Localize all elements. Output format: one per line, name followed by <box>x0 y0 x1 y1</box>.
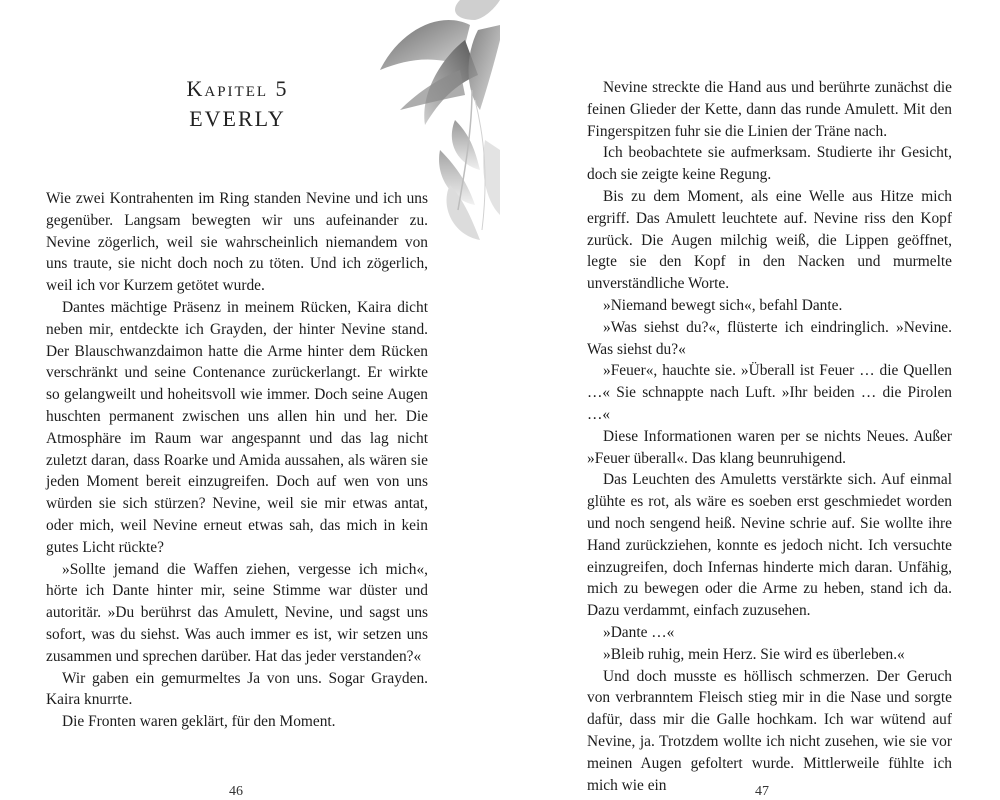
chapter-title: EVERLY <box>189 106 286 131</box>
page-number: 46 <box>229 784 243 799</box>
paragraph: Das Leuchten des Amuletts verstärkte sich. Auf einmal glühte es rot, als wäre es soeben erst geschmiedet worden und noch sengend heiß. Nevine schrie auf. Sie wollte ihre Hand zurückziehen, konnte es jedoch nicht. Ich versuchte einzugreifen, doch Infernas hinderte mich daran. Unfähig, mich zu bewegen oder die Arme zu heben, stand ich da. Dazu verdammt, einfach zuzusehen. <box>587 471 952 620</box>
paragraph: »Niemand bewegt sich«, befahl Dante. <box>603 296 843 314</box>
paragraph: Nevine streckte die Hand aus und berührte zunächst die feinen Glieder der Kette, dann das runde Amulett. Mit den Fingerspitzen fuhr sie die Linien der Träne nach. <box>587 79 952 140</box>
paragraph: »Bleib ruhig, mein Herz. Sie wird es überleben.« <box>603 645 905 663</box>
paragraph: »Dante …« <box>603 623 675 641</box>
right-page <box>500 0 1000 800</box>
paragraph: Die Fronten waren geklärt, für den Moment. <box>62 713 336 731</box>
left-page-body <box>46 188 428 733</box>
paragraph: »Sollte jemand die Waffen ziehen, vergesse ich mich«, hörte ich Dante hinter mir, seine Stimme war düster und autoritär. »Du berührst das Amulett, Nevine, und sagst uns sofort, was du siehst. Was auch immer es ist, wir setzen uns zusammen und sprechen darüber. Hat das jeder verstanden?« <box>46 560 428 665</box>
paragraph: »Feuer«, hauchte sie. »Überall ist Feuer … die Quellen …« Sie schnappte nach Luft. »Ihr beiden … die Pirolen …« <box>587 362 952 423</box>
paragraph: Ich beobachtete sie aufmerksam. Studierte ihr Gesicht, doch sie zeigte keine Regung. <box>587 144 952 184</box>
paragraph: Bis zu dem Moment, als eine Welle aus Hitze mich ergriff. Das Amulett leuchtete auf. Nevine riss den Kopf zurück. Die Augen milchig weiß, die Lippen geöffnet, legte sie den Kopf in den Nacken und murmelte unverständliche Worte. <box>587 187 952 293</box>
page-number: 47 <box>755 784 769 799</box>
right-page-body <box>587 77 952 796</box>
paragraph: Wie zwei Kontrahenten im Ring standen Nevine und ich uns gegenüber. Langsam bewegten wir uns aufeinander zu. Nevine zögerlich, weil sie wahrscheinlich niemandem von uns traute, sie nicht doch noch zu töten. Und ich zögerlich, weil ich vor Kurzem getötet wurde. <box>46 190 428 295</box>
paragraph: Und doch musste es höllisch schmerzen. Der Geruch von verbranntem Fleisch stieg mir in die Nase und sorgte dafür, dass mir die Galle hochkam. Ich war wütend auf Nevine, ja. Trotzdem wollte ich nicht zusehen, wie sie vor meinen Augen gefoltert wurde. Mittlerweile fühlte ich mich wie ein <box>587 667 952 794</box>
paragraph: »Was siehst du?«, flüsterte ich eindringlich. »Nevine. Was siehst du?« <box>587 318 952 358</box>
chapter-label: Kapitel 5 <box>186 76 289 101</box>
paragraph: Diese Informationen waren per se nichts Neues. Außer »Feuer überall«. Das klang beunruhigend. <box>587 427 952 467</box>
paragraph: Wir gaben ein gemurmeltes Ja von uns. Sogar Grayden. Kaira knurrte. <box>46 669 428 709</box>
paragraph: Dantes mächtige Präsenz in meinem Rücken, Kaira dicht neben mir, entdeckte ich Grayden, der hinter Nevine stand. Der Blauschwanzdaimon hatte die Arme hinter dem Rücken verschränkt und seine Contenance zurückerlangt. Er wirkte so gelangweilt und hoheitsvoll wie immer. Doch seine Augen huschten permanent zwischen uns allen hin und her. Die Atmosphäre im Raum war angespannt und das lag nicht zuletzt daran, dass Roarke und Amida aussahen, als wären sie jeden Moment bereit einzugreifen. Doch auf wen von uns würden sie sich stürzen? Nevine, weil sie mir etwas antat, oder mich, weil Nevine erneut etwas sah, das mich in kein gutes Licht rückte? <box>46 298 428 556</box>
